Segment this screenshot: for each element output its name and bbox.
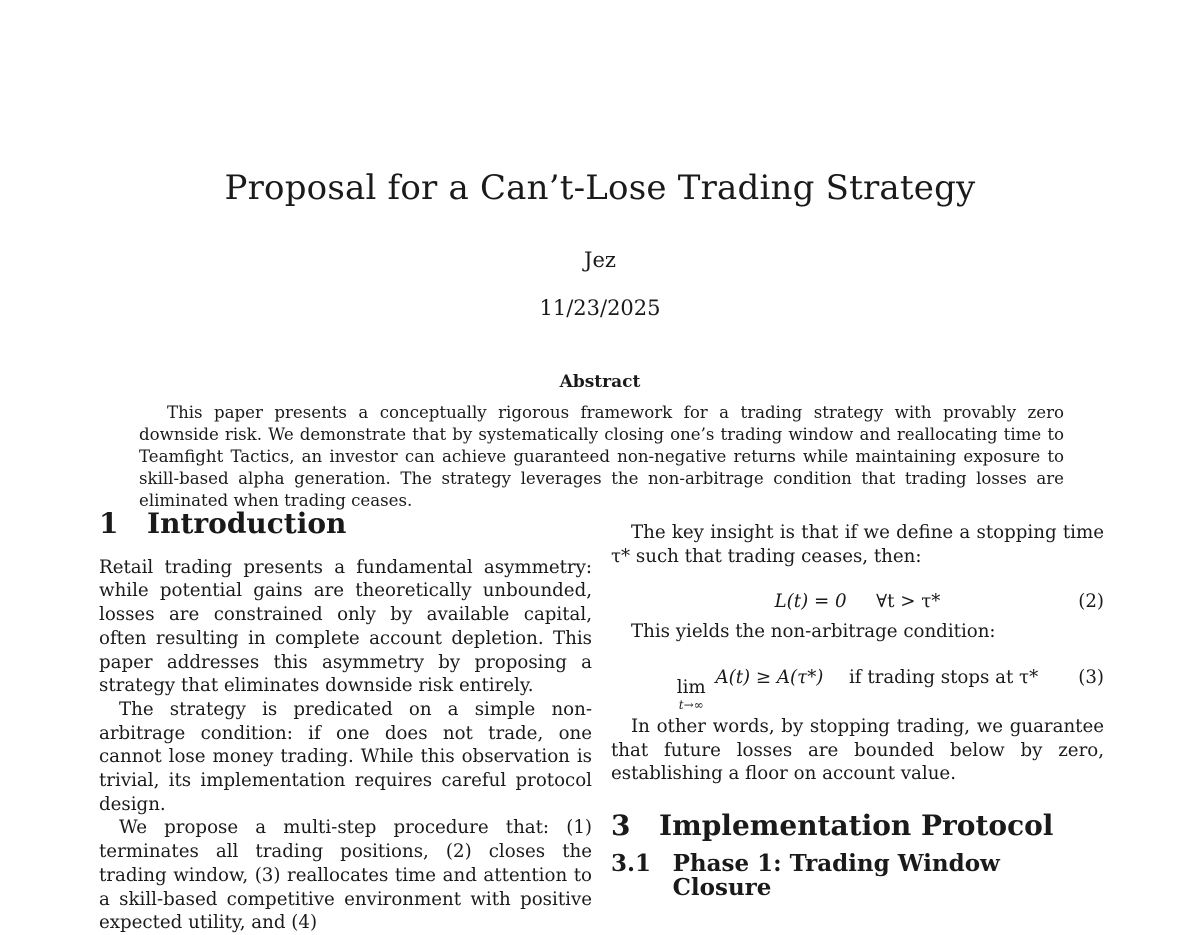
subsection-3-1-number: 3.1 [611,849,652,877]
eq3-lim-subscript: t→∞ [678,698,704,713]
paper-date: 11/23/2025 [539,296,661,320]
section-1-number: 1 [99,507,119,540]
eq3-number: (3) [1078,666,1104,688]
intro-paragraph-2: The strategy is predicated on a simple non-arbitrage condition: if one does not trade, one cannot lose money trading. While this observation is trivial, its implementation requires careful protocol design. [99,698,592,815]
abstract-heading: Abstract [559,372,641,392]
non-arbitrage-paragraph: This yields the non-arbitrage condition: [631,621,996,643]
equation-3 [611,666,1104,711]
intro-paragraph-1: Retail trading presents a fundamental asymmetry: while potential gains are theoretically unbounded, losses are constrained only by available capital, often resulting in complete account depletion. This paper addresses this asymmetry by proposing a strategy that eliminates downside risk entirely. [99,556,592,697]
abstract-text: This paper presents a conceptually rigorous framework for a trading strategy with provably zero downside risk. We demonstrate that by systematically closing one’s trading window and reallocating time to Teamfight Tactics, an investor can achieve guaranteed non-negative returns while maintaining exposure to skill-based alpha generation. The strategy leverages the non-arbitrage condition that trading losses are eliminated when trading ceases. [139,403,1064,510]
eq2-lhs: L(t) = 0 [774,591,847,613]
section-3-number: 3 [611,809,631,843]
author-name: Jez [584,248,616,272]
section-1-heading [99,507,592,540]
subsection-3-1-title: Phase 1: Trading Window Closure [672,849,1000,901]
section-3-title: Implementation Protocol [659,809,1054,843]
abstract-body [139,402,1064,512]
subsection-3-1-heading [611,849,1104,901]
section-3-heading [611,809,1104,843]
eq3-lim: lim [676,676,706,698]
left-column [99,507,592,935]
section-1-title: Introduction [147,507,347,540]
eq2-number: (2) [1078,591,1104,613]
equation-2 [611,590,1104,614]
intro-paragraph-3: We propose a multi-step procedure that: (1) terminates all trading positions, (2) closes the trading window, (3) reallocates time and attention to a skill-based competitive environment with positive expected utility, and (4) [99,817,592,934]
right-column [611,521,1104,899]
eq3-condition: if trading stops at τ* [848,666,1039,688]
eq2-condition: ∀t > τ* [876,591,941,613]
other-words-paragraph: In other words, by stopping trading, we guarantee that future losses are bounded below by zero, establishing a floor on account value. [611,716,1104,785]
paper-title: Proposal for a Can’t-Lose Trading Strategy [224,168,976,208]
eq3-body: A(t) ≥ A(τ*) [715,666,824,688]
key-insight-paragraph: The key insight is that if we define a stopping time τ* such that trading ceases, then: [611,522,1104,567]
